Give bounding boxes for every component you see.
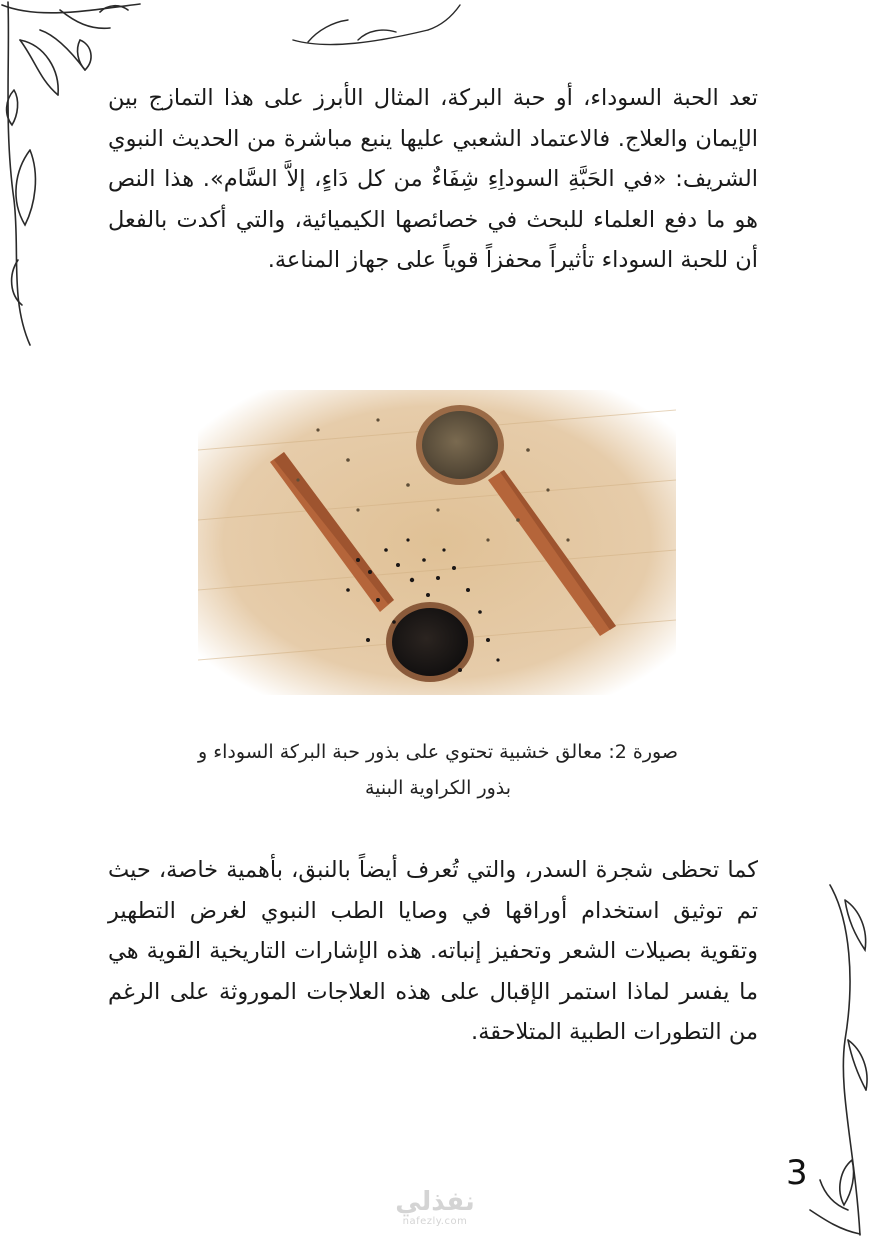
caption-line-1: صورة 2: معالق خشبية تحتوي على بذور حبة البركة السوداء و <box>197 741 678 763</box>
floral-ornament-top-right <box>288 0 468 60</box>
floral-ornament-bottom-right <box>800 880 874 1241</box>
page-number: 3 <box>786 1153 808 1193</box>
body-paragraph-1: تعد الحبة السوداء، أو حبة البركة، المثال الأبرز على هذا التمازج بين الإيمان والعلاج. فالاعتماد الشعبي عليها ينبع مباشرة من الحديث النبوي الشريف: «في الحَبَّةِ السوداِءِ شِفَاءٌ من كل دَاءٍ، إلاَّ السَّام». هذا النص هو ما دفع العلماء للبحث في خصائصها الكيميائية، والتي أكدت بالفعل أن للحبة السوداء تأثيراً محفزاً قوياً على جهاز المناعة. <box>108 85 758 274</box>
caption-line-2: بذور الكراوية البنية <box>364 777 512 799</box>
body-paragraph-2: كما تحظى شجرة السدر، والتي تُعرف أيضاً بالنبق، بأهمية خاصة، حيث تم توثيق استخدام أوراقها في وصايا الطب النبوي لغرض التطهير وتقوية بصيلات الشعر وتحفيز إنباته. هذه الإشارات التاريخية القوية هي ما يفسر لماذا استمر الإقبال على هذه العلاجات الموروثة على الرغم من التطورات الطبية المتلاحقة. <box>108 857 758 1046</box>
photo-spoons-seeds <box>198 390 676 695</box>
watermark-arabic: نفذلي <box>395 1187 475 1217</box>
watermark-latin: nafezly.com <box>402 1216 468 1227</box>
watermark <box>380 1188 490 1227</box>
image-caption <box>118 734 758 806</box>
